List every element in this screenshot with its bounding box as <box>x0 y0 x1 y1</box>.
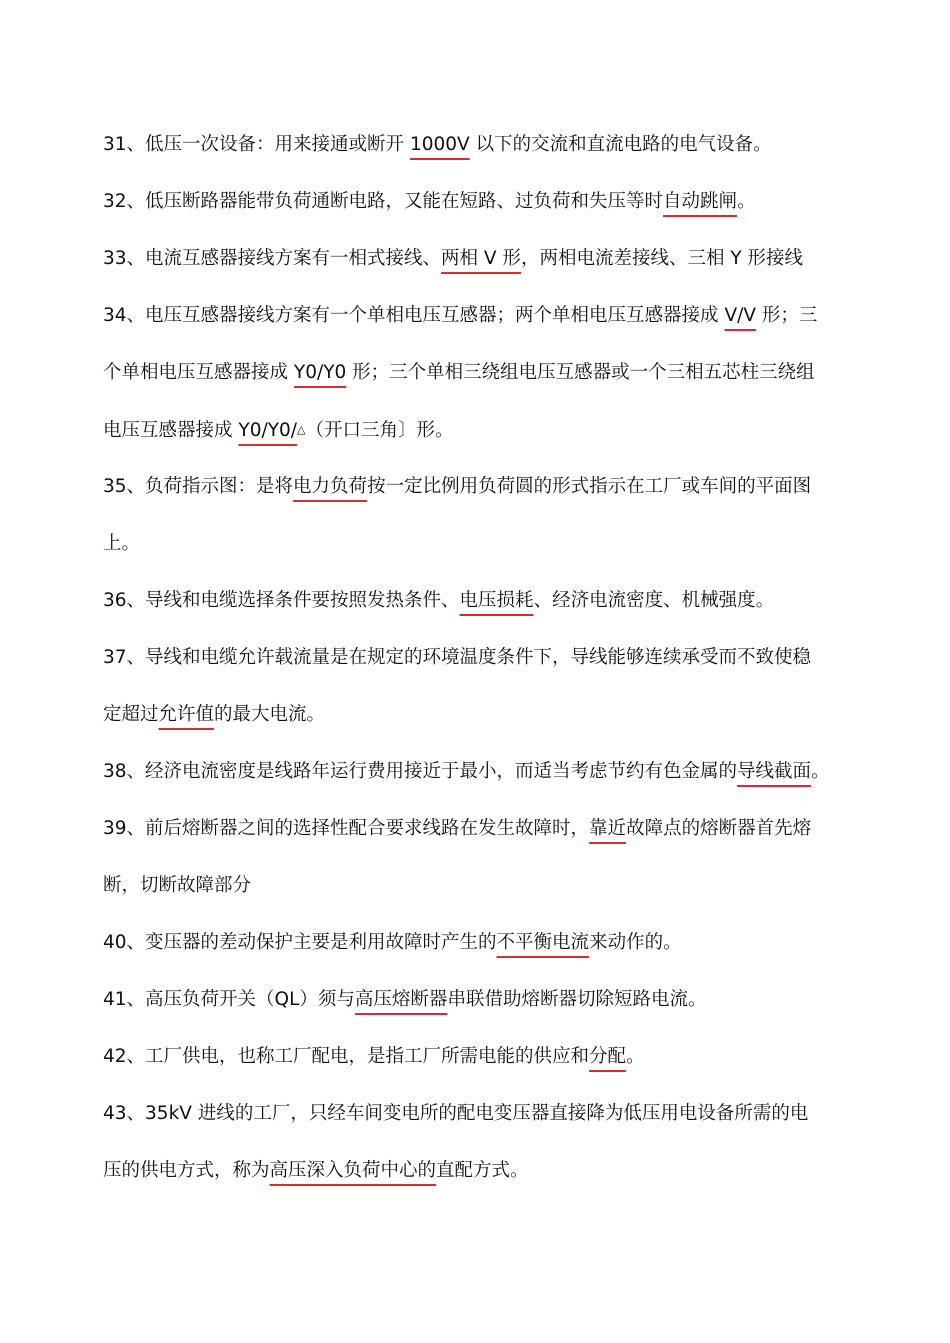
text-segment: 。 <box>811 761 830 782</box>
text-line <box>103 1039 835 1096</box>
delta-symbol: △ <box>297 423 306 436</box>
text-segment: 41、高压负荷开关（QL）须与 <box>103 989 355 1010</box>
text-line <box>103 184 835 241</box>
underlined-answer: 靠近 <box>589 818 627 839</box>
underlined-answer: 自动跳闸 <box>663 191 738 212</box>
text-segment: 直配方式。 <box>436 1160 529 1181</box>
text-line <box>103 412 835 469</box>
text-line <box>103 241 835 298</box>
text-line <box>103 469 835 526</box>
underlined-answer: 1000V <box>409 134 470 155</box>
text-segment: 、经济电流密度、机械强度。 <box>533 590 775 611</box>
underlined-answer: 高压深入负荷中心的 <box>269 1160 437 1181</box>
text-segment: 按一定比例用负荷圆的形式指示在工厂或车间的平面图 <box>367 476 812 497</box>
text-segment: 36、导线和电缆选择条件要按照发热条件、 <box>103 590 460 611</box>
underlined-answer: 导线截面 <box>737 761 812 782</box>
text-segment: 形；三个单相三绕组电压互感器或一个三相五芯柱三绕组 <box>346 362 815 383</box>
underlined-answer: V/V <box>724 305 756 326</box>
underlined-answer: Y0/Y0/ <box>238 420 297 441</box>
text-segment: 43、35kV 进线的工厂，只经车间变电所的配电变压器直接降为低压用电设备所需的电 <box>103 1103 809 1124</box>
underlined-answer: 两相 V 形 <box>441 248 521 269</box>
text-segment: 35、负荷指示图：是将 <box>103 476 294 497</box>
text-line <box>103 583 835 640</box>
text-line <box>103 640 835 697</box>
text-segment: 定超过 <box>103 704 159 725</box>
text-line <box>103 355 835 412</box>
text-line <box>103 697 835 754</box>
text-line <box>103 1096 835 1153</box>
underlined-answer: 允许值 <box>158 704 215 725</box>
text-segment: 40、变压器的差动保护主要是利用故障时产生的 <box>103 932 497 953</box>
text-segment: 个单相电压互感器接成 <box>103 362 294 383</box>
text-line <box>103 811 835 868</box>
text-segment: 形；三 <box>755 305 818 326</box>
text-segment: 38、经济电流密度是线路年运行费用接近于最小，而适当考虑节约有色金属的 <box>103 761 738 782</box>
text-line <box>103 982 835 1039</box>
text-segment: 以下的交流和直流电路的电气设备。 <box>469 134 772 155</box>
text-segment: 32、低压断路器能带负荷通断电路，又能在短路、过负荷和失压等时 <box>103 191 664 212</box>
text-line <box>103 754 835 811</box>
text-segment: （开口三角〕形。 <box>305 420 454 441</box>
text-segment: 来动作的。 <box>589 932 682 953</box>
text-segment: 42、工厂供电，也称工厂配电，是指工厂所需电能的供应和 <box>103 1046 590 1067</box>
text-segment: 上。 <box>103 533 141 554</box>
text-line <box>103 127 835 184</box>
underlined-answer: 分配 <box>589 1046 627 1067</box>
document-body <box>103 127 835 1210</box>
text-segment: 的最大电流。 <box>214 704 326 725</box>
text-segment: 串联借助熔断器切除短路电流。 <box>447 989 707 1010</box>
text-segment: 故障点的熔断器首先熔 <box>626 818 812 839</box>
text-segment: 31、低压一次设备：用来接通或断开 <box>103 134 410 155</box>
underlined-answer: Y0/Y0 <box>293 362 347 383</box>
underlined-answer: 电压损耗 <box>459 590 534 611</box>
text-line <box>103 526 835 583</box>
text-line <box>103 1153 835 1210</box>
text-segment: 34、电压互感器接线方案有一个单相电压互感器；两个单相电压互感器接成 <box>103 305 725 326</box>
text-segment: 37、导线和电缆允许载流量是在规定的环境温度条件下，导线能够连续承受而不致使稳 <box>103 647 812 668</box>
text-segment: 。 <box>737 191 756 212</box>
underlined-answer: 高压熔断器 <box>354 989 448 1010</box>
underlined-answer: 电力负荷 <box>293 476 368 497</box>
text-line <box>103 298 835 355</box>
text-segment: 电压互感器接成 <box>103 420 239 441</box>
text-segment: 。 <box>626 1046 645 1067</box>
text-segment: 断，切断故障部分 <box>103 875 252 896</box>
underlined-answer: 不平衡电流 <box>496 932 590 953</box>
text-segment: ，两相电流差接线、三相 Y 形接线 <box>520 248 804 269</box>
text-line <box>103 868 835 925</box>
text-segment: 33、电流互感器接线方案有一相式接线、 <box>103 248 442 269</box>
text-segment: 39、前后熔断器之间的选择性配合要求线路在发生故障时， <box>103 818 590 839</box>
text-line <box>103 925 835 982</box>
text-segment: 压的供电方式，称为 <box>103 1160 270 1181</box>
